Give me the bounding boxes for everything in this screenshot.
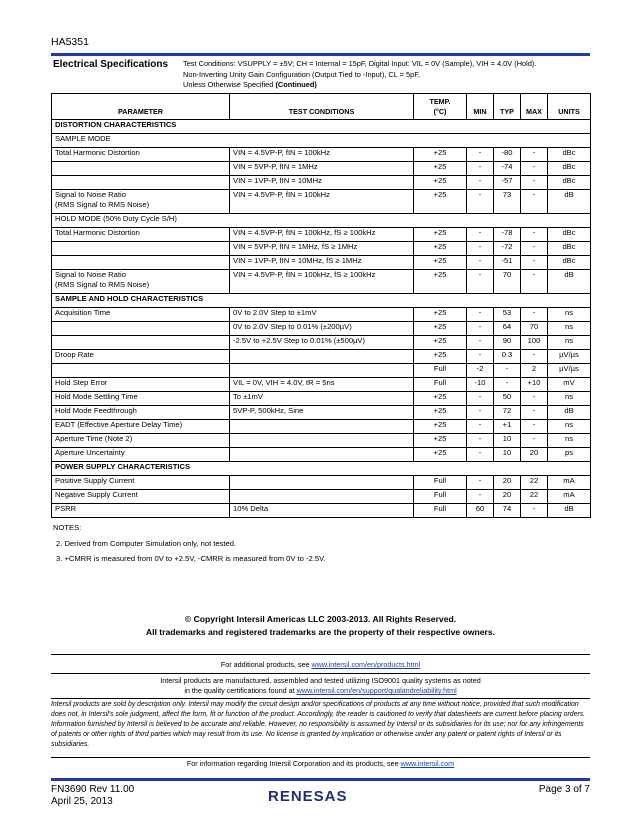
param-name: Aperture Time (Note 2) — [55, 434, 133, 443]
conditions-cell: VIN = 4.5VP-P, fIN = 100kHz, fS ≥ 100kHz — [230, 228, 414, 242]
typ-cell: 20 — [494, 476, 521, 490]
max-cell: - — [521, 350, 548, 364]
typ-cell: 0.3 — [494, 350, 521, 364]
temp-cell: Full — [414, 490, 467, 504]
table-row — [52, 378, 591, 392]
units-cell: ns — [548, 434, 591, 448]
min-cell: -2 — [467, 364, 494, 378]
note-2: 2. Derived from Computer Simulation only, not tested. — [56, 539, 237, 548]
max-cell: - — [521, 504, 548, 518]
typ-cell: -57 — [494, 176, 521, 190]
conditions-cell: VIN = 4.5VP-P, fIN = 100kHz, fS ≥ 100kHz — [230, 270, 414, 294]
max-cell: +10 — [521, 378, 548, 392]
param-cell — [52, 148, 230, 162]
disclaimer-text: Intersil products are sold by description only. Intersil may modify the circuit design and/or specifications of products at any time without notice, provided that such modification does not, in Intersil's sole judgment, affect the form, fit or function of the product. Accordingly, the reader is cautioned to verify that datasheets are current before placing orders. Information furnished by Intersil is believed to be accurate and reliable. However, no responsibility is assumed by Intersil or its subsidiaries for its use; nor for any infringements of patents or other rights of third parties which may result from its use. No license is granted by implication or otherwise under any patent or patent rights of Intersil or its subsidiaries. — [51, 701, 586, 748]
table-subsection-row — [52, 214, 591, 228]
units-cell: µV/µs — [548, 364, 591, 378]
typ-cell: -80 — [494, 148, 521, 162]
conditions-cell: -2.5V to +2.5V Step to 0.01% (±500µV) — [230, 336, 414, 350]
quality-line-1: Intersil products are manufactured, assembled and tested utilizing ISO9001 quality systems as noted — [160, 676, 481, 685]
table-row — [52, 420, 591, 434]
param-cell — [52, 434, 230, 448]
min-cell: - — [467, 392, 494, 406]
typ-cell: 53 — [494, 308, 521, 322]
table-row — [52, 176, 591, 190]
units-cell: dBc — [548, 148, 591, 162]
min-cell: - — [467, 176, 494, 190]
test-conditions — [183, 59, 593, 91]
min-cell: - — [467, 420, 494, 434]
temp-cell: Full — [414, 476, 467, 490]
param-cell — [52, 162, 230, 176]
param-name: Droop Rate — [55, 350, 94, 359]
units-cell: mA — [548, 476, 591, 490]
table-section-row — [52, 120, 591, 134]
conditions-line-1: Test Conditions: VSUPPLY = ±5V; CH = Internal = 15pF, Digital Input: VIL = 0V (Sample), VIH = 4.0V (Hold). — [183, 59, 537, 68]
units-cell: mA — [548, 490, 591, 504]
units-cell: dBc — [548, 162, 591, 176]
subsection-heading: SAMPLE MODE — [52, 134, 591, 148]
param-name: Hold Step Error — [55, 378, 108, 387]
temp-cell: +25 — [414, 406, 467, 420]
additional-products-text: For additional products, see — [220, 660, 312, 669]
typ-cell: 74 — [494, 504, 521, 518]
typ-cell: 64 — [494, 322, 521, 336]
header-units: UNITS — [548, 94, 591, 120]
temp-cell: Full — [414, 504, 467, 518]
divider-3 — [51, 698, 590, 699]
table-row — [52, 270, 591, 294]
section-heading: DISTORTION CHARACTERISTICS — [52, 120, 591, 134]
part-number: HA5351 — [51, 36, 89, 48]
products-link[interactable]: www.intersil.com/en/products.html — [311, 660, 421, 669]
max-cell: 22 — [521, 476, 548, 490]
divider-4 — [51, 757, 590, 758]
table-row — [52, 476, 591, 490]
max-cell: - — [521, 406, 548, 420]
conditions-cell: To ±1mV — [230, 392, 414, 406]
param-cell — [52, 490, 230, 504]
section-title: Electrical Specifications — [53, 59, 169, 70]
param-cell — [52, 406, 230, 420]
max-cell: - — [521, 176, 548, 190]
conditions-line-2: Non-Inverting Unity Gain Configuration (Output Tied to -Input), CL = 5pF, — [183, 69, 420, 79]
param-cell — [52, 242, 230, 256]
table-row — [52, 504, 591, 518]
param-cell — [52, 448, 230, 462]
quality-link[interactable]: www.intersil.com/en/support/qualandreliability.html — [296, 686, 457, 695]
param-name: Total Harmonic Distortion — [55, 148, 140, 157]
typ-cell: -74 — [494, 162, 521, 176]
divider-2 — [51, 673, 590, 674]
units-cell: dBc — [548, 242, 591, 256]
min-cell: 60 — [467, 504, 494, 518]
param-cell — [52, 176, 230, 190]
min-cell: - — [467, 448, 494, 462]
header-typ: TYP — [494, 94, 521, 120]
temp-cell: +25 — [414, 322, 467, 336]
param-cell — [52, 336, 230, 350]
conditions-cell: VIN = 5VP-P, fIN = 1MHz — [230, 162, 414, 176]
table-subsection-row — [52, 134, 591, 148]
typ-cell: -72 — [494, 242, 521, 256]
table-row — [52, 162, 591, 176]
table-row — [52, 190, 591, 214]
units-cell: dB — [548, 504, 591, 518]
copyright-block — [51, 613, 590, 639]
max-cell: 2 — [521, 364, 548, 378]
param-cell — [52, 504, 230, 518]
table-row — [52, 392, 591, 406]
units-cell: ns — [548, 308, 591, 322]
max-cell: - — [521, 420, 548, 434]
max-cell: - — [521, 190, 548, 214]
param-name: Hold Mode Settling Time — [55, 392, 138, 401]
param-cell — [52, 392, 230, 406]
conditions-cell: 5VP-P, 500kHz, Sine — [230, 406, 414, 420]
max-cell: - — [521, 270, 548, 294]
param-cell — [52, 190, 230, 214]
typ-cell: - — [494, 364, 521, 378]
max-cell: 20 — [521, 448, 548, 462]
units-cell: dBc — [548, 176, 591, 190]
table-row — [52, 448, 591, 462]
table-header-row — [52, 94, 591, 120]
table-row — [52, 308, 591, 322]
min-cell: - — [467, 434, 494, 448]
min-cell: - — [467, 490, 494, 504]
max-cell: - — [521, 256, 548, 270]
temp-cell: +25 — [414, 308, 467, 322]
param-note: (RMS Signal to RMS Noise) — [55, 199, 150, 209]
temp-cell: +25 — [414, 420, 467, 434]
min-cell: - — [467, 162, 494, 176]
table-row — [52, 350, 591, 364]
min-cell: - — [467, 350, 494, 364]
min-cell: - — [467, 308, 494, 322]
header-rule — [51, 53, 590, 56]
param-name: EADT (Effective Aperture Delay Time) — [55, 420, 183, 429]
divider-1 — [51, 654, 590, 655]
conditions-line-3 — [183, 80, 593, 91]
contact-text: For information regarding Intersil Corporation and its products, see — [186, 759, 401, 768]
units-cell: ps — [548, 448, 591, 462]
min-cell: - — [467, 256, 494, 270]
max-cell: - — [521, 392, 548, 406]
header-test-conditions: TEST CONDITIONS — [230, 94, 414, 120]
temp-cell: +25 — [414, 448, 467, 462]
max-cell: - — [521, 228, 548, 242]
param-name: Acquisition Time — [55, 308, 111, 317]
specifications-table — [51, 93, 591, 518]
conditions-cell: VIN = 4.5VP-P, fIN = 100kHz — [230, 190, 414, 214]
table-row — [52, 434, 591, 448]
temp-cell: Full — [414, 364, 467, 378]
doc-date: April 25, 2013 — [51, 796, 113, 807]
temp-cell: +25 — [414, 434, 467, 448]
section-heading: SAMPLE AND HOLD CHARACTERISTICS — [52, 294, 591, 308]
typ-cell: +1 — [494, 420, 521, 434]
param-name: Aperture Uncertainty — [55, 448, 125, 457]
min-cell: - — [467, 242, 494, 256]
header-min: MIN — [467, 94, 494, 120]
param-cell — [52, 378, 230, 392]
param-note: (RMS Signal to RMS Noise) — [55, 279, 150, 289]
conditions-cell: 0V to 2.0V Step to 0.01% (±200µV) — [230, 322, 414, 336]
table-row — [52, 336, 591, 350]
conditions-cell: VIN = 1VP-P, fIN = 10MHz, fS ≥ 1MHz — [230, 256, 414, 270]
conditions-cell: 0V to 2.0V Step to ±1mV — [230, 308, 414, 322]
units-cell: ns — [548, 322, 591, 336]
param-cell — [52, 256, 230, 270]
continued-label: (Continued) — [275, 80, 317, 89]
param-name: Hold Mode Feedthrough — [55, 406, 137, 415]
conditions-cell — [230, 448, 414, 462]
units-cell: ns — [548, 336, 591, 350]
param-name: PSRR — [55, 504, 77, 513]
min-cell: - — [467, 148, 494, 162]
temp-cell: +25 — [414, 176, 467, 190]
conditions-cell: 10% Delta — [230, 504, 414, 518]
param-cell — [52, 364, 230, 378]
doc-number: FN3690 Rev 11.00 — [51, 784, 135, 795]
section-heading: POWER SUPPLY CHARACTERISTICS — [52, 462, 591, 476]
temp-cell: +25 — [414, 270, 467, 294]
max-cell: 22 — [521, 490, 548, 504]
subsection-heading: HOLD MODE (50% Duty Cycle S/H) — [52, 214, 591, 228]
conditions-cell — [230, 490, 414, 504]
param-cell — [52, 308, 230, 322]
temp-cell: +25 — [414, 256, 467, 270]
conditions-line-3-text: Unless Otherwise Specified — [183, 80, 276, 89]
max-cell: 70 — [521, 322, 548, 336]
param-cell — [52, 270, 230, 294]
copyright-line-2: All trademarks and registered trademarks are the property of their respective owners. — [145, 627, 496, 637]
intersil-link[interactable]: www.intersil.com — [400, 759, 455, 768]
temp-cell: +25 — [414, 228, 467, 242]
temp-cell: +25 — [414, 242, 467, 256]
param-cell — [52, 476, 230, 490]
units-cell: dB — [548, 270, 591, 294]
typ-cell: 50 — [494, 392, 521, 406]
conditions-cell: VIL = 0V, VIH = 4.0V, tR = 5ns — [230, 378, 414, 392]
temp-cell: +25 — [414, 350, 467, 364]
table-row — [52, 228, 591, 242]
min-cell: - — [467, 406, 494, 420]
temp-cell: +25 — [414, 190, 467, 214]
header-parameter: PARAMETER — [52, 94, 230, 120]
units-cell: dB — [548, 406, 591, 420]
notes-label: NOTES: — [53, 523, 82, 532]
copyright-line-1: © Copyright Intersil Americas LLC 2003-2013. All Rights Reserved. — [184, 614, 457, 624]
conditions-cell: VIN = 5VP-P, fIN = 1MHz, fS ≥ 1MHz — [230, 242, 414, 256]
header-temp-label: TEMP. — [429, 97, 451, 107]
page-number: Page 3 of 7 — [538, 784, 590, 795]
conditions-cell — [230, 476, 414, 490]
units-cell: µV/µs — [548, 350, 591, 364]
max-cell: - — [521, 242, 548, 256]
conditions-cell — [230, 350, 414, 364]
header-max: MAX — [521, 94, 548, 120]
max-cell: - — [521, 162, 548, 176]
units-cell: ns — [548, 420, 591, 434]
quality-line-2 — [51, 686, 590, 696]
conditions-cell — [230, 420, 414, 434]
table-section-row — [52, 462, 591, 476]
min-cell: -10 — [467, 378, 494, 392]
note-3: 3. +CMRR is measured from 0V to +2.5V, -CMRR is measured from 0V to -2.5V. — [56, 554, 326, 563]
param-cell — [52, 228, 230, 242]
table-body — [52, 120, 591, 518]
param-cell — [52, 420, 230, 434]
param-name: Positive Supply Current — [55, 476, 135, 485]
typ-cell: 90 — [494, 336, 521, 350]
table-row — [52, 406, 591, 420]
temp-cell: Full — [414, 378, 467, 392]
param-cell — [52, 322, 230, 336]
min-cell: - — [467, 336, 494, 350]
header-temp-unit: (°C) — [433, 107, 447, 117]
conditions-cell: VIN = 4.5VP-P, fIN = 100kHz — [230, 148, 414, 162]
footer-left — [51, 784, 134, 808]
table-row — [52, 490, 591, 504]
units-cell: ns — [548, 392, 591, 406]
temp-cell: +25 — [414, 162, 467, 176]
max-cell: 100 — [521, 336, 548, 350]
typ-cell: 72 — [494, 406, 521, 420]
contact-line — [51, 759, 590, 769]
typ-cell: 20 — [494, 490, 521, 504]
typ-cell: 10 — [494, 434, 521, 448]
param-cell — [52, 350, 230, 364]
quality-line-2-text: in the quality certifications found at — [184, 686, 297, 695]
table-row — [52, 242, 591, 256]
table-row — [52, 148, 591, 162]
typ-cell: -51 — [494, 256, 521, 270]
conditions-cell: VIN = 1VP-P, fIN = 10MHz — [230, 176, 414, 190]
param-name: Negative Supply Current — [55, 490, 138, 499]
temp-cell: +25 — [414, 392, 467, 406]
max-cell: - — [521, 148, 548, 162]
param-name: Signal to Noise Ratio — [55, 190, 126, 199]
units-cell: mV — [548, 378, 591, 392]
min-cell: - — [467, 228, 494, 242]
conditions-cell — [230, 434, 414, 448]
units-cell: dBc — [548, 256, 591, 270]
max-cell: - — [521, 434, 548, 448]
min-cell: - — [467, 190, 494, 214]
units-cell: dBc — [548, 228, 591, 242]
temp-cell: +25 — [414, 148, 467, 162]
param-name: Total Harmonic Distortion — [55, 228, 140, 237]
conditions-cell — [230, 364, 414, 378]
header-temp — [414, 94, 467, 120]
additional-products-line — [51, 660, 590, 670]
temp-cell: +25 — [414, 336, 467, 350]
table-row — [52, 322, 591, 336]
min-cell: - — [467, 322, 494, 336]
footer-rule — [51, 778, 590, 781]
table-row — [52, 256, 591, 270]
typ-cell: 73 — [494, 190, 521, 214]
typ-cell: -78 — [494, 228, 521, 242]
renesas-logo: RENESAS — [268, 788, 348, 805]
units-cell: dB — [548, 190, 591, 214]
param-name: Signal to Noise Ratio — [55, 270, 126, 279]
typ-cell: - — [494, 378, 521, 392]
min-cell: - — [467, 270, 494, 294]
typ-cell: 10 — [494, 448, 521, 462]
min-cell: - — [467, 476, 494, 490]
table-section-row — [52, 294, 591, 308]
table-row — [52, 364, 591, 378]
max-cell: - — [521, 308, 548, 322]
typ-cell: 70 — [494, 270, 521, 294]
